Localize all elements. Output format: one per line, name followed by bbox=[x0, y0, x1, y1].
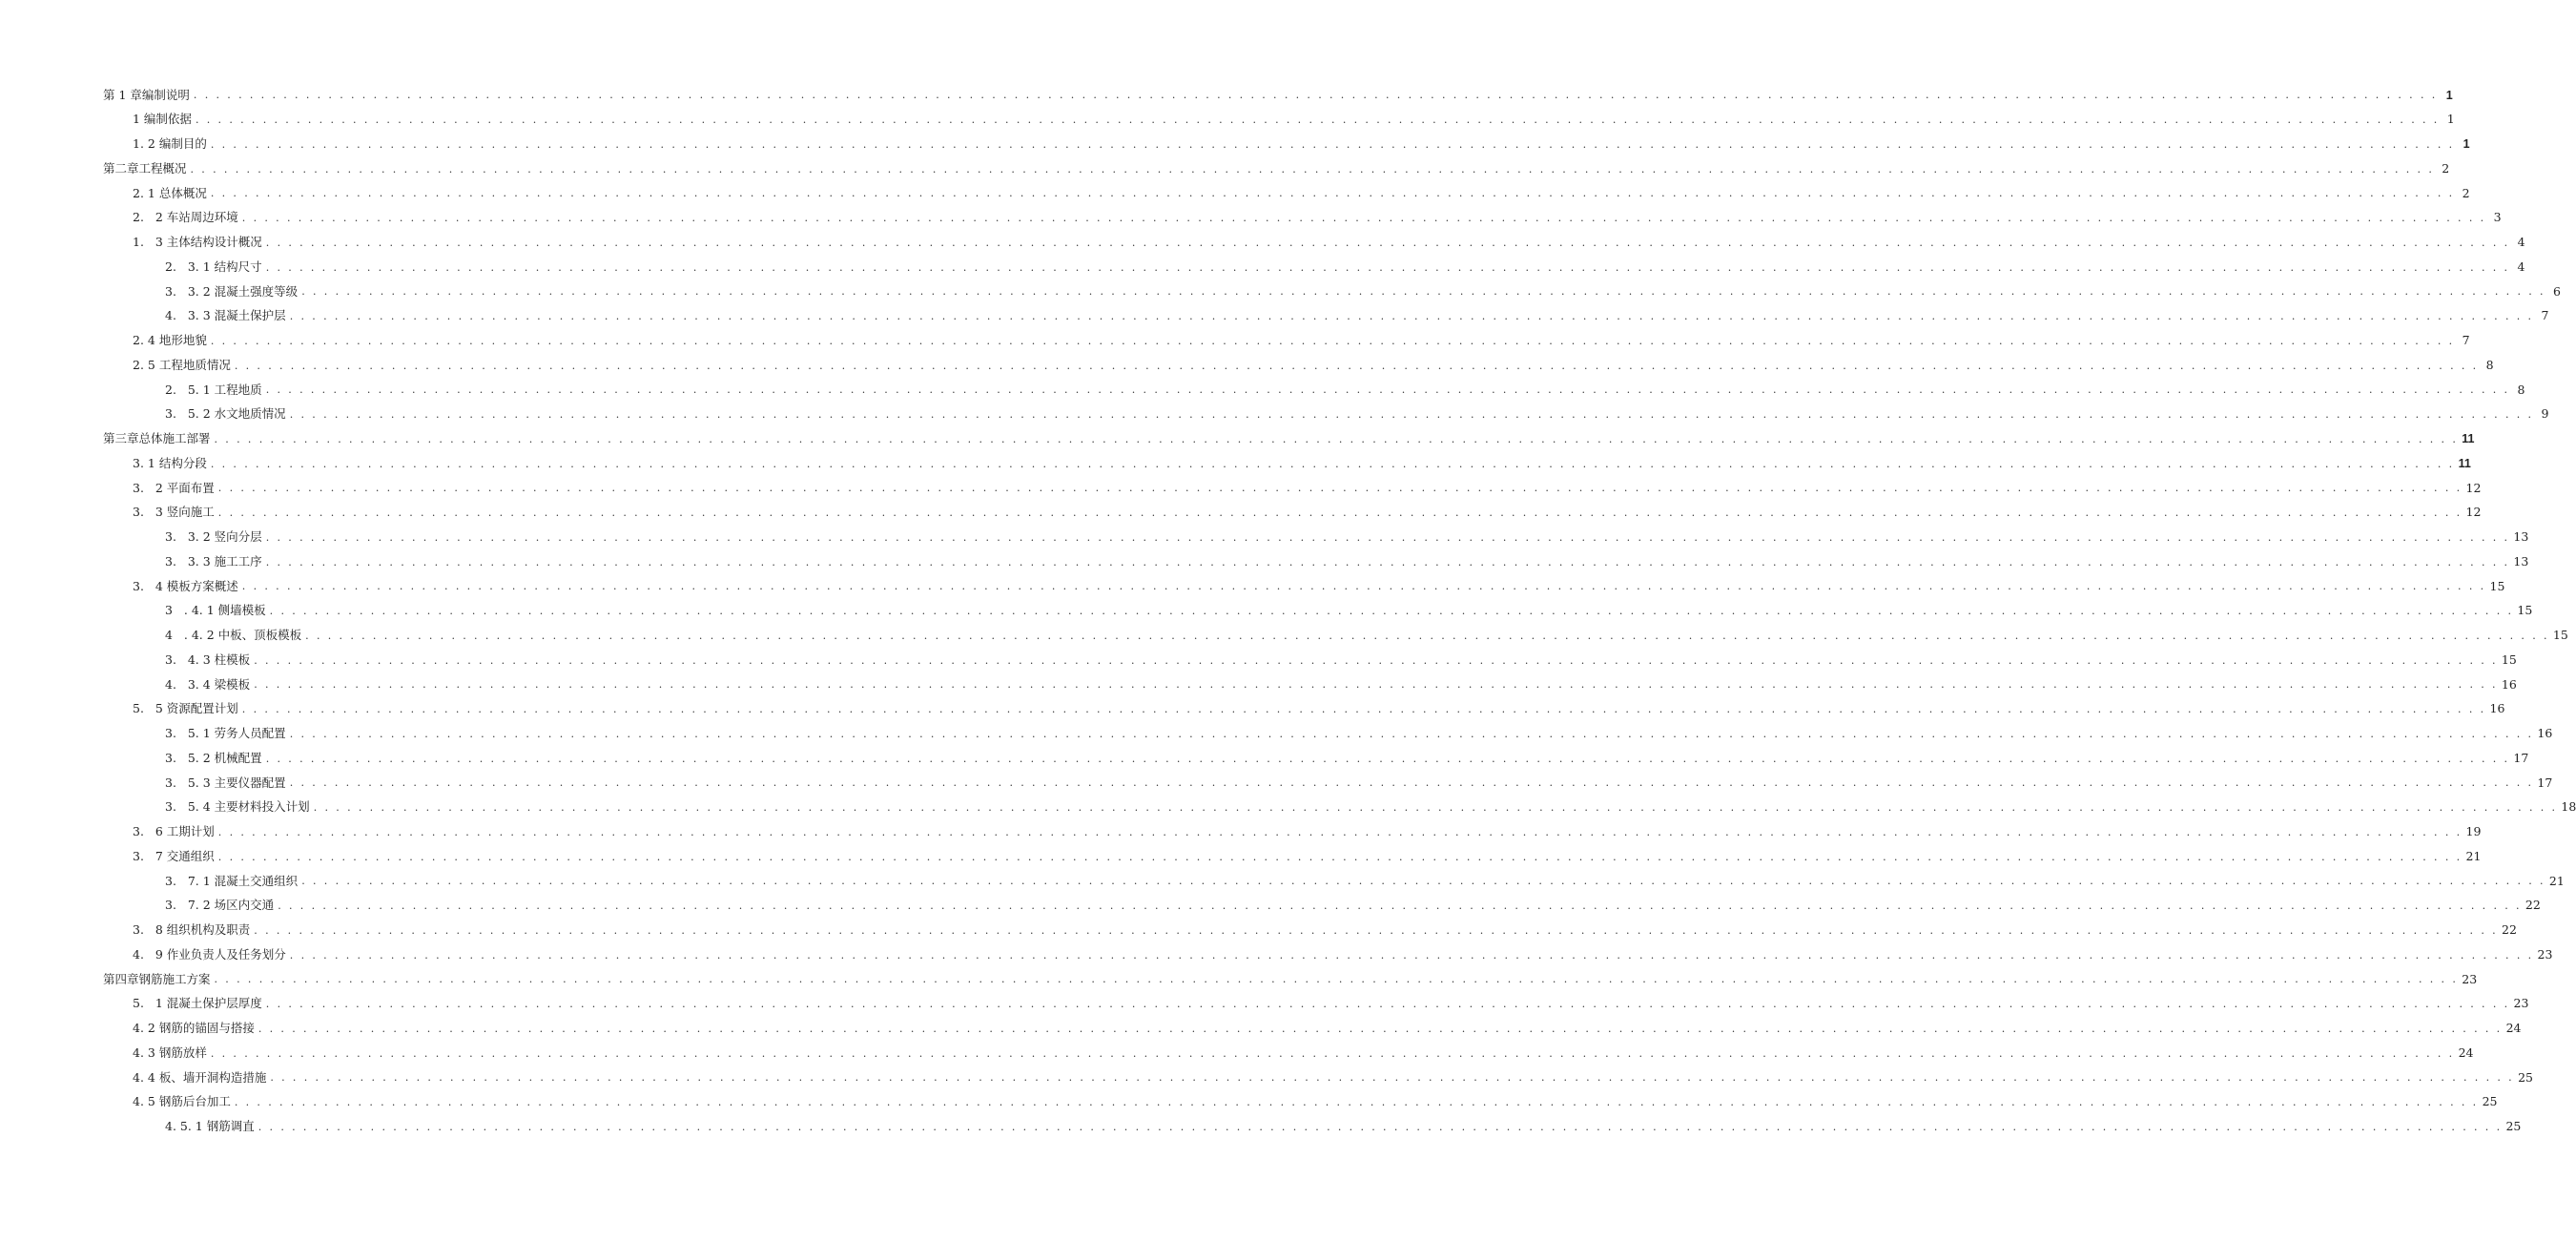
toc-entry-page-number: 7 bbox=[2533, 310, 2548, 322]
dot-leader: . . . . . . . . . . . . . . . . . . . . . . . . . . . . . . . . . . . . . . . . . . . . . . . . . . . . . . . . . . . . . . . . . . . . . . . . . . . . . . . . . . . . . . . . . . . . . . . . . . . . . . . . . . . . . . . . . . . . . . . . . . . . . . . . . . . . . . . . . . . . . . . . . . . . . . . . . . . . . . . . . . . . . . . . . . . . . . . . . . . . . . . . . . . . . . . . . . . . . . . . bbox=[265, 530, 2510, 544]
dot-leader: . . . . . . . . . . . . . . . . . . . . . . . . . . . . . . . . . . . . . . . . . . . . . . . . . . . . . . . . . . . . . . . . . . . . . . . . . . . . . . . . . . . . . . . . . . . . . . . . . . . . . . . . . . . . . . . . . . . . . . . . . . . . . . . . . . . . . . . . . . . . . . . . . . . . . . . . . . . . . . . . . . . . . . . . . . . . . . . . . . . . . . . . . . . . . . . . . . . . . . . . bbox=[305, 629, 2549, 642]
dot-leader: . . . . . . . . . . . . . . . . . . . . . . . . . . . . . . . . . . . . . . . . . . . . . . . . . . . . . . . . . . . . . . . . . . . . . . . . . . . . . . . . . . . . . . . . . . . . . . . . . . . . . . . . . . . . . . . . . . . . . . . . . . . . . . . . . . . . . . . . . . . . . . . . . . . . . . . . . . . . . . . . . . . . . . . . . . . . . . . . . . . . . . . . . . . . . . . . . . . . . . . . bbox=[254, 653, 2498, 667]
toc-entry[interactable] bbox=[0, 1041, 2474, 1065]
dot-leader: . . . . . . . . . . . . . . . . . . . . . . . . . . . . . . . . . . . . . . . . . . . . . . . . . . . . . . . . . . . . . . . . . . . . . . . . . . . . . . . . . . . . . . . . . . . . . . . . . . . . . . . . . . . . . . . . . . . . . . . . . . . . . . . . . . . . . . . . . . . . . . . . . . . . . . . . . . . . . . . . . . . . . . . . . . . . . . . . . . . . . . . . . . . . . . . . . . . . . . . . bbox=[258, 1022, 2503, 1035]
dot-leader: . . . . . . . . . . . . . . . . . . . . . . . . . . . . . . . . . . . . . . . . . . . . . . . . . . . . . . . . . . . . . . . . . . . . . . . . . . . . . . . . . . . . . . . . . . . . . . . . . . . . . . . . . . . . . . . . . . . . . . . . . . . . . . . . . . . . . . . . . . . . . . . . . . . . . . . . . . . . . . . . . . . . . . . . . . . . . . . . . . . . . . . . . . . . . . . . . . . . . . . . bbox=[210, 1046, 2455, 1060]
toc-entry-title: 第四章钢筋施工方案 bbox=[103, 974, 215, 986]
toc-entry-title: 2. 2 车站周边环境 bbox=[133, 212, 242, 224]
toc-entry[interactable] bbox=[0, 599, 2533, 624]
toc-entry-title: 3. 5. 2 水文地质情况 bbox=[165, 408, 290, 421]
toc-entry-page-number: 25 bbox=[2514, 1072, 2529, 1085]
toc-entry[interactable] bbox=[0, 771, 2553, 796]
dot-leader: . . . . . . . . . . . . . . . . . . . . . . . . . . . . . . . . . . . . . . . . . . . . . . . . . . . . . . . . . . . . . . . . . . . . . . . . . . . . . . . . . . . . . . . . . . . . . . . . . . . . . . . . . . . . . . . . . . . . . . . . . . . . . . . . . . . . . . . . . . . . . . . . . . . . . . . . . . . . . . . . . . . . . . . . . . . . . . . . . . . . . . . . . . . . . . . . . . . . . . . . bbox=[195, 114, 2440, 127]
dot-leader: . . . . . . . . . . . . . . . . . . . . . . . . . . . . . . . . . . . . . . . . . . . . . . . . . . . . . . . . . . . . . . . . . . . . . . . . . . . . . . . . . . . . . . . . . . . . . . . . . . . . . . . . . . . . . . . . . . . . . . . . . . . . . . . . . . . . . . . . . . . . . . . . . . . . . . . . . . . . . . . . . . . . . . . . . . . . . . . . . . . . . . . . . . . . . . . . . . . . . . . . bbox=[265, 752, 2510, 765]
toc-entry-title: 第二章工程概况 bbox=[103, 163, 191, 176]
dot-leader: . . . . . . . . . . . . . . . . . . . . . . . . . . . . . . . . . . . . . . . . . . . . . . . . . . . . . . . . . . . . . . . . . . . . . . . . . . . . . . . . . . . . . . . . . . . . . . . . . . . . . . . . . . . . . . . . . . . . . . . . . . . . . . . . . . . . . . . . . . . . . . . . . . . . . . . . . . . . . . . . . . . . . . . . . . . . . . . . . . . . . . . . . . . . . . . . . . . . . . . . bbox=[217, 482, 2463, 495]
dot-leader: . . . . . . . . . . . . . . . . . . . . . . . . . . . . . . . . . . . . . . . . . . . . . . . . . . . . . . . . . . . . . . . . . . . . . . . . . . . . . . . . . . . . . . . . . . . . . . . . . . . . . . . . . . . . . . . . . . . . . . . . . . . . . . . . . . . . . . . . . . . . . . . . . . . . . . . . . . . . . . . . . . . . . . . . . . . . . . . . . . . . . . . . . . . . . . . . . . . . . . . . bbox=[313, 801, 2558, 815]
toc-entry-page-number: 2 bbox=[2455, 188, 2470, 200]
toc-entry-page-number: 1 bbox=[2455, 138, 2470, 151]
dot-leader: . . . . . . . . . . . . . . . . . . . . . . . . . . . . . . . . . . . . . . . . . . . . . . . . . . . . . . . . . . . . . . . . . . . . . . . . . . . . . . . . . . . . . . . . . . . . . . . . . . . . . . . . . . . . . . . . . . . . . . . . . . . . . . . . . . . . . . . . . . . . . . . . . . . . . . . . . . . . . . . . . . . . . . . . . . . . . . . . . . . . . . . . . . . . . . . . . . . . . . . . bbox=[278, 900, 2522, 913]
toc-entry-title: 5. 5 资源配置计划 bbox=[133, 703, 242, 715]
dot-leader: . . . . . . . . . . . . . . . . . . . . . . . . . . . . . . . . . . . . . . . . . . . . . . . . . . . . . . . . . . . . . . . . . . . . . . . . . . . . . . . . . . . . . . . . . . . . . . . . . . . . . . . . . . . . . . . . . . . . . . . . . . . . . . . . . . . . . . . . . . . . . . . . . . . . . . . . . . . . . . . . . . . . . . . . . . . . . . . . . . . . . . . . . . . . . . . . . . . . . . . . bbox=[217, 507, 2463, 520]
dot-leader: . . . . . . . . . . . . . . . . . . . . . . . . . . . . . . . . . . . . . . . . . . . . . . . . . . . . . . . . . . . . . . . . . . . . . . . . . . . . . . . . . . . . . . . . . . . . . . . . . . . . . . . . . . . . . . . . . . . . . . . . . . . . . . . . . . . . . . . . . . . . . . . . . . . . . . . . . . . . . . . . . . . . . . . . . . . . . . . . . . . . . . . . . . . . . . . . . . . . . . . . bbox=[190, 162, 2435, 176]
toc-entry[interactable] bbox=[0, 83, 2453, 108]
toc-entry-title: 5. 1 混凝土保护层厚度 bbox=[133, 998, 266, 1010]
toc-entry-page-number: 8 bbox=[2509, 384, 2524, 397]
dot-leader: . . . . . . . . . . . . . . . . . . . . . . . . . . . . . . . . . . . . . . . . . . . . . . . . . . . . . . . . . . . . . . . . . . . . . . . . . . . . . . . . . . . . . . . . . . . . . . . . . . . . . . . . . . . . . . . . . . . . . . . . . . . . . . . . . . . . . . . . . . . . . . . . . . . . . . . . . . . . . . . . . . . . . . . . . . . . . . . . . . . . . . . . . . . . . . . . . . . . . . . . bbox=[289, 310, 2534, 323]
toc-entry[interactable] bbox=[0, 451, 2471, 476]
dot-leader: . . . . . . . . . . . . . . . . . . . . . . . . . . . . . . . . . . . . . . . . . . . . . . . . . . . . . . . . . . . . . . . . . . . . . . . . . . . . . . . . . . . . . . . . . . . . . . . . . . . . . . . . . . . . . . . . . . . . . . . . . . . . . . . . . . . . . . . . . . . . . . . . . . . . . . . . . . . . . . . . . . . . . . . . . . . . . . . . . . . . . . . . . . . . . . . . . . . . . . . . bbox=[234, 359, 2479, 372]
toc-entry-title: 4. 9 作业负责人及任务划分 bbox=[133, 949, 290, 962]
dot-leader: . . . . . . . . . . . . . . . . . . . . . . . . . . . . . . . . . . . . . . . . . . . . . . . . . . . . . . . . . . . . . . . . . . . . . . . . . . . . . . . . . . . . . . . . . . . . . . . . . . . . . . . . . . . . . . . . . . . . . . . . . . . . . . . . . . . . . . . . . . . . . . . . . . . . . . . . . . . . . . . . . . . . . . . . . . . . . . . . . . . . . . . . . . . . . . . . . . . . . . . . bbox=[289, 948, 2534, 962]
dot-leader: . . . . . . . . . . . . . . . . . . . . . . . . . . . . . . . . . . . . . . . . . . . . . . . . . . . . . . . . . . . . . . . . . . . . . . . . . . . . . . . . . . . . . . . . . . . . . . . . . . . . . . . . . . . . . . . . . . . . . . . . . . . . . . . . . . . . . . . . . . . . . . . . . . . . . . . . . . . . . . . . . . . . . . . . . . . . . . . . . . . . . . . . . . . . . . . . . . . . . . . . bbox=[214, 432, 2459, 445]
toc-entry-title: 3 . 4. 1 侧墙模板 bbox=[165, 605, 270, 617]
toc-entry-page-number: 2 bbox=[2434, 163, 2449, 176]
toc-entry[interactable] bbox=[0, 403, 2549, 427]
toc-entry-page-number: 9 bbox=[2533, 408, 2548, 421]
toc-entry[interactable] bbox=[0, 255, 2525, 279]
toc-entry-page-number: 15 bbox=[2498, 654, 2513, 667]
dot-leader: . . . . . . . . . . . . . . . . . . . . . . . . . . . . . . . . . . . . . . . . . . . . . . . . . . . . . . . . . . . . . . . . . . . . . . . . . . . . . . . . . . . . . . . . . . . . . . . . . . . . . . . . . . . . . . . . . . . . . . . . . . . . . . . . . . . . . . . . . . . . . . . . . . . . . . . . . . . . . . . . . . . . . . . . . . . . . . . . . . . . . . . . . . . . . . . . . . . . . . . . bbox=[265, 236, 2510, 249]
toc-entry[interactable] bbox=[0, 1017, 2522, 1042]
toc-entry-page-number: 17 bbox=[2533, 777, 2548, 790]
toc-entry-title: 2. 3. 1 结构尺寸 bbox=[165, 261, 266, 274]
toc-entry-title: 4. 5 钢筋后台加工 bbox=[133, 1096, 235, 1108]
toc-entry-title: 1. 3 主体结构设计概况 bbox=[133, 237, 266, 249]
toc-entry-title: 2. 5 工程地质情况 bbox=[133, 360, 235, 372]
toc-entry-page-number: 12 bbox=[2463, 483, 2478, 495]
toc-entry-title: 3. 3. 2 混凝土强度等级 bbox=[165, 286, 301, 299]
toc-entry-title: 4. 3. 3 混凝土保护层 bbox=[165, 310, 290, 322]
toc-entry[interactable] bbox=[0, 1065, 2533, 1090]
toc-entry-title: 第三章总体施工部署 bbox=[103, 433, 215, 445]
toc-entry-title: 3. 5. 3 主要仪器配置 bbox=[165, 777, 290, 790]
toc-entry-title: 3. 3 竖向施工 bbox=[133, 507, 218, 519]
toc-entry-page-number: 4 bbox=[2510, 237, 2525, 249]
toc-entry-page-number: 22 bbox=[2498, 924, 2513, 937]
toc-entry-title: 3. 3. 3 施工工序 bbox=[165, 556, 266, 569]
toc-entry[interactable] bbox=[0, 304, 2549, 329]
dot-leader: . . . . . . . . . . . . . . . . . . . . . . . . . . . . . . . . . . . . . . . . . . . . . . . . . . . . . . . . . . . . . . . . . . . . . . . . . . . . . . . . . . . . . . . . . . . . . . . . . . . . . . . . . . . . . . . . . . . . . . . . . . . . . . . . . . . . . . . . . . . . . . . . . . . . . . . . . . . . . . . . . . . . . . . . . . . . . . . . . . . . . . . . . . . . . . . . . . . . . . . . bbox=[214, 973, 2459, 986]
toc-entry-page-number: 3 bbox=[2486, 212, 2502, 224]
dot-leader: . . . . . . . . . . . . . . . . . . . . . . . . . . . . . . . . . . . . . . . . . . . . . . . . . . . . . . . . . . . . . . . . . . . . . . . . . . . . . . . . . . . . . . . . . . . . . . . . . . . . . . . . . . . . . . . . . . . . . . . . . . . . . . . . . . . . . . . . . . . . . . . . . . . . . . . . . . . . . . . . . . . . . . . . . . . . . . . . . . . . . . . . . . . . . . . . . . . . . . . . bbox=[270, 1071, 2515, 1085]
toc-entry[interactable] bbox=[0, 501, 2482, 526]
toc-entry[interactable] bbox=[0, 894, 2541, 919]
toc-entry-page-number: 7 bbox=[2455, 335, 2470, 347]
toc-entry-title: 4. 3. 4 梁模板 bbox=[165, 679, 254, 692]
toc-entry-page-number: 11 bbox=[2455, 458, 2470, 470]
toc-entry[interactable] bbox=[0, 992, 2529, 1017]
dot-leader: . . . . . . . . . . . . . . . . . . . . . . . . . . . . . . . . . . . . . . . . . . . . . . . . . . . . . . . . . . . . . . . . . . . . . . . . . . . . . . . . . . . . . . . . . . . . . . . . . . . . . . . . . . . . . . . . . . . . . . . . . . . . . . . . . . . . . . . . . . . . . . . . . . . . . . . . . . . . . . . . . . . . . . . . . . . . . . . . . . . . . . . . . . . . . . . . . . . . . . . . bbox=[234, 1096, 2479, 1109]
dot-leader: . . . . . . . . . . . . . . . . . . . . . . . . . . . . . . . . . . . . . . . . . . . . . . . . . . . . . . . . . . . . . . . . . . . . . . . . . . . . . . . . . . . . . . . . . . . . . . . . . . . . . . . . . . . . . . . . . . . . . . . . . . . . . . . . . . . . . . . . . . . . . . . . . . . . . . . . . . . . . . . . . . . . . . . . . . . . . . . . . . . . . . . . . . . . . . . . . . . . . . . . bbox=[217, 825, 2463, 838]
toc-entry-page-number: 1 bbox=[2440, 114, 2455, 126]
toc-entry[interactable] bbox=[0, 231, 2525, 256]
toc-entry-page-number: 16 bbox=[2486, 703, 2502, 715]
dot-leader: . . . . . . . . . . . . . . . . . . . . . . . . . . . . . . . . . . . . . . . . . . . . . . . . . . . . . . . . . . . . . . . . . . . . . . . . . . . . . . . . . . . . . . . . . . . . . . . . . . . . . . . . . . . . . . . . . . . . . . . . . . . . . . . . . . . . . . . . . . . . . . . . . . . . . . . . . . . . . . . . . . . . . . . . . . . . . . . . . . . . . . . . . . . . . . . . . . . . . . . . bbox=[210, 457, 2455, 470]
toc-entry-page-number: 12 bbox=[2463, 507, 2478, 519]
dot-leader: . . . . . . . . . . . . . . . . . . . . . . . . . . . . . . . . . . . . . . . . . . . . . . . . . . . . . . . . . . . . . . . . . . . . . . . . . . . . . . . . . . . . . . . . . . . . . . . . . . . . . . . . . . . . . . . . . . . . . . . . . . . . . . . . . . . . . . . . . . . . . . . . . . . . . . . . . . . . . . . . . . . . . . . . . . . . . . . . . . . . . . . . . . . . . . . . . . . . . . . . bbox=[210, 137, 2455, 151]
dot-leader: . . . . . . . . . . . . . . . . . . . . . . . . . . . . . . . . . . . . . . . . . . . . . . . . . . . . . . . . . . . . . . . . . . . . . . . . . . . . . . . . . . . . . . . . . . . . . . . . . . . . . . . . . . . . . . . . . . . . . . . . . . . . . . . . . . . . . . . . . . . . . . . . . . . . . . . . . . . . . . . . . . . . . . . . . . . . . . . . . . . . . . . . . . . . . . . . . . . . . . . . bbox=[254, 923, 2499, 937]
toc-entry[interactable] bbox=[0, 427, 2475, 452]
dot-leader: . . . . . . . . . . . . . . . . . . . . . . . . . . . . . . . . . . . . . . . . . . . . . . . . . . . . . . . . . . . . . . . . . . . . . . . . . . . . . . . . . . . . . . . . . . . . . . . . . . . . . . . . . . . . . . . . . . . . . . . . . . . . . . . . . . . . . . . . . . . . . . . . . . . . . . . . . . . . . . . . . . . . . . . . . . . . . . . . . . . . . . . . . . . . . . . . . . . . . . . . bbox=[265, 383, 2510, 397]
toc-entry[interactable] bbox=[0, 648, 2517, 672]
toc-entry-title: 2. 1 总体概况 bbox=[133, 188, 211, 200]
toc-entry[interactable] bbox=[0, 279, 2561, 304]
toc-entry-title: 2. 4 地形地貌 bbox=[133, 335, 211, 347]
toc-entry-page-number: 13 bbox=[2509, 556, 2524, 569]
toc-entry[interactable] bbox=[0, 549, 2529, 574]
dot-leader: . . . . . . . . . . . . . . . . . . . . . . . . . . . . . . . . . . . . . . . . . . . . . . . . . . . . . . . . . . . . . . . . . . . . . . . . . . . . . . . . . . . . . . . . . . . . . . . . . . . . . . . . . . . . . . . . . . . . . . . . . . . . . . . . . . . . . . . . . . . . . . . . . . . . . . . . . . . . . . . . . . . . . . . . . . . . . . . . . . . . . . . . . . . . . . . . . . . . . . . . bbox=[217, 850, 2463, 863]
dot-leader: . . . . . . . . . . . . . . . . . . . . . . . . . . . . . . . . . . . . . . . . . . . . . . . . . . . . . . . . . . . . . . . . . . . . . . . . . . . . . . . . . . . . . . . . . . . . . . . . . . . . . . . . . . . . . . . . . . . . . . . . . . . . . . . . . . . . . . . . . . . . . . . . . . . . . . . . . . . . . . . . . . . . . . . . . . . . . . . . . . . . . . . . . . . . . . . . . . . . . . . . bbox=[289, 776, 2534, 790]
dot-leader: . . . . . . . . . . . . . . . . . . . . . . . . . . . . . . . . . . . . . . . . . . . . . . . . . . . . . . . . . . . . . . . . . . . . . . . . . . . . . . . . . . . . . . . . . . . . . . . . . . . . . . . . . . . . . . . . . . . . . . . . . . . . . . . . . . . . . . . . . . . . . . . . . . . . . . . . . . . . . . . . . . . . . . . . . . . . . . . . . . . . . . . . . . . . . . . . . . . . . . . . bbox=[254, 678, 2498, 692]
toc-entry[interactable] bbox=[0, 1090, 2498, 1115]
toc-entry-page-number: 25 bbox=[2479, 1096, 2494, 1108]
toc-entry-page-number: 21 bbox=[2463, 851, 2478, 863]
toc-entry[interactable] bbox=[0, 796, 2576, 820]
toc-entry-title: 4 . 4. 2 中板、顶板模板 bbox=[165, 630, 305, 642]
toc-entry-page-number: 1 bbox=[2438, 90, 2453, 102]
toc-entry[interactable] bbox=[0, 820, 2482, 845]
dot-leader: . . . . . . . . . . . . . . . . . . . . . . . . . . . . . . . . . . . . . . . . . . . . . . . . . . . . . . . . . . . . . . . . . . . . . . . . . . . . . . . . . . . . . . . . . . . . . . . . . . . . . . . . . . . . . . . . . . . . . . . . . . . . . . . . . . . . . . . . . . . . . . . . . . . . . . . . . . . . . . . . . . . . . . . . . . . . . . . . . . . . . . . . . . . . . . . . . . . . . . . . bbox=[241, 580, 2486, 593]
toc-entry[interactable] bbox=[0, 206, 2502, 231]
toc-entry-page-number: 25 bbox=[2502, 1121, 2517, 1133]
toc-entry-page-number: 15 bbox=[2549, 630, 2565, 642]
toc-entry-page-number: 19 bbox=[2463, 826, 2478, 838]
dot-leader: . . . . . . . . . . . . . . . . . . . . . . . . . . . . . . . . . . . . . . . . . . . . . . . . . . . . . . . . . . . . . . . . . . . . . . . . . . . . . . . . . . . . . . . . . . . . . . . . . . . . . . . . . . . . . . . . . . . . . . . . . . . . . . . . . . . . . . . . . . . . . . . . . . . . . . . . . . . . . . . . . . . . . . . . . . . . . . . . . . . . . . . . . . . . . . . . . . . . . . . . bbox=[241, 703, 2486, 716]
toc-entry[interactable] bbox=[0, 869, 2565, 894]
toc-entry[interactable] bbox=[0, 624, 2568, 649]
toc-entry-title: 3. 2 平面布置 bbox=[133, 483, 218, 495]
toc-entry-page-number: 4 bbox=[2509, 261, 2524, 274]
toc-entry-title: 3. 7. 1 混凝土交通组织 bbox=[165, 876, 301, 888]
toc-entry-page-number: 24 bbox=[2503, 1023, 2518, 1035]
toc-entry-page-number: 11 bbox=[2458, 433, 2473, 445]
toc-entry-title: 4. 3 钢筋放样 bbox=[133, 1047, 211, 1060]
toc-entry-page-number: 15 bbox=[2513, 605, 2528, 617]
toc-entry-page-number: 24 bbox=[2455, 1047, 2470, 1060]
toc-entry[interactable] bbox=[0, 378, 2525, 403]
toc-entry-title: 3. 8 组织机构及职责 bbox=[133, 924, 254, 937]
table-of-contents bbox=[0, 83, 2576, 1139]
toc-entry-title: 3. 4. 3 柱模板 bbox=[165, 654, 254, 667]
toc-entry-page-number: 16 bbox=[2498, 679, 2513, 692]
toc-entry-page-number: 13 bbox=[2509, 531, 2524, 544]
toc-entry-title: 3. 6 工期计划 bbox=[133, 826, 218, 838]
toc-entry-page-number: 16 bbox=[2533, 728, 2548, 740]
toc-entry-title: 3. 5. 2 机械配置 bbox=[165, 753, 266, 765]
toc-entry-title: 4. 4 板、墙开洞构造措施 bbox=[133, 1072, 270, 1085]
toc-entry-page-number: 22 bbox=[2522, 900, 2537, 912]
toc-entry-title: 3. 7. 2 场区内交通 bbox=[165, 900, 278, 912]
toc-entry[interactable] bbox=[0, 133, 2470, 157]
dot-leader: . . . . . . . . . . . . . . . . . . . . . . . . . . . . . . . . . . . . . . . . . . . . . . . . . . . . . . . . . . . . . . . . . . . . . . . . . . . . . . . . . . . . . . . . . . . . . . . . . . . . . . . . . . . . . . . . . . . . . . . . . . . . . . . . . . . . . . . . . . . . . . . . . . . . . . . . . . . . . . . . . . . . . . . . . . . . . . . . . . . . . . . . . . . . . . . . . . . . . . . . bbox=[193, 89, 2438, 102]
toc-entry[interactable] bbox=[0, 329, 2470, 354]
toc-entry[interactable] bbox=[0, 942, 2553, 967]
toc-entry-title: 3. 1 结构分段 bbox=[133, 458, 211, 470]
toc-entry-title: 2. 5. 1 工程地质 bbox=[165, 384, 266, 397]
toc-entry[interactable] bbox=[0, 967, 2478, 992]
dot-leader: . . . . . . . . . . . . . . . . . . . . . . . . . . . . . . . . . . . . . . . . . . . . . . . . . . . . . . . . . . . . . . . . . . . . . . . . . . . . . . . . . . . . . . . . . . . . . . . . . . . . . . . . . . . . . . . . . . . . . . . . . . . . . . . . . . . . . . . . . . . . . . . . . . . . . . . . . . . . . . . . . . . . . . . . . . . . . . . . . . . . . . . . . . . . . . . . . . . . . . . . bbox=[210, 187, 2455, 200]
toc-entry[interactable] bbox=[0, 919, 2517, 943]
toc-entry[interactable] bbox=[0, 476, 2482, 501]
toc-entry-title: 3. 5. 1 劳务人员配置 bbox=[165, 728, 290, 740]
toc-entry[interactable] bbox=[0, 526, 2529, 550]
toc-entry-title: 4. 2 钢筋的锚固与搭接 bbox=[133, 1023, 258, 1035]
toc-entry[interactable] bbox=[0, 722, 2553, 747]
toc-entry[interactable] bbox=[0, 697, 2505, 722]
toc-entry[interactable] bbox=[0, 844, 2482, 869]
dot-leader: . . . . . . . . . . . . . . . . . . . . . . . . . . . . . . . . . . . . . . . . . . . . . . . . . . . . . . . . . . . . . . . . . . . . . . . . . . . . . . . . . . . . . . . . . . . . . . . . . . . . . . . . . . . . . . . . . . . . . . . . . . . . . . . . . . . . . . . . . . . . . . . . . . . . . . . . . . . . . . . . . . . . . . . . . . . . . . . . . . . . . . . . . . . . . . . . . . . . . . . . bbox=[265, 555, 2510, 569]
dot-leader: . . . . . . . . . . . . . . . . . . . . . . . . . . . . . . . . . . . . . . . . . . . . . . . . . . . . . . . . . . . . . . . . . . . . . . . . . . . . . . . . . . . . . . . . . . . . . . . . . . . . . . . . . . . . . . . . . . . . . . . . . . . . . . . . . . . . . . . . . . . . . . . . . . . . . . . . . . . . . . . . . . . . . . . . . . . . . . . . . . . . . . . . . . . . . . . . . . . . . . . . bbox=[289, 408, 2534, 422]
toc-entry-page-number: 23 bbox=[2458, 974, 2473, 986]
dot-leader: . . . . . . . . . . . . . . . . . . . . . . . . . . . . . . . . . . . . . . . . . . . . . . . . . . . . . . . . . . . . . . . . . . . . . . . . . . . . . . . . . . . . . . . . . . . . . . . . . . . . . . . . . . . . . . . . . . . . . . . . . . . . . . . . . . . . . . . . . . . . . . . . . . . . . . . . . . . . . . . . . . . . . . . . . . . . . . . . . . . . . . . . . . . . . . . . . . . . . . . . bbox=[269, 605, 2514, 618]
toc-entry-page-number: 23 bbox=[2510, 998, 2525, 1010]
toc-entry-page-number: 6 bbox=[2545, 286, 2561, 299]
toc-entry-page-number: 23 bbox=[2534, 949, 2549, 962]
toc-entry-title: 3. 5. 4 主要材料投入计划 bbox=[165, 801, 314, 814]
toc-entry-page-number: 8 bbox=[2479, 360, 2494, 372]
dot-leader: . . . . . . . . . . . . . . . . . . . . . . . . . . . . . . . . . . . . . . . . . . . . . . . . . . . . . . . . . . . . . . . . . . . . . . . . . . . . . . . . . . . . . . . . . . . . . . . . . . . . . . . . . . . . . . . . . . . . . . . . . . . . . . . . . . . . . . . . . . . . . . . . . . . . . . . . . . . . . . . . . . . . . . . . . . . . . . . . . . . . . . . . . . . . . . . . . . . . . . . . bbox=[210, 334, 2455, 347]
toc-entry-title: 第 1 章编制说明 bbox=[103, 90, 194, 102]
toc-entry-title: 1 编制依据 bbox=[133, 114, 196, 126]
toc-entry[interactable] bbox=[0, 746, 2529, 771]
dot-leader: . . . . . . . . . . . . . . . . . . . . . . . . . . . . . . . . . . . . . . . . . . . . . . . . . . . . . . . . . . . . . . . . . . . . . . . . . . . . . . . . . . . . . . . . . . . . . . . . . . . . . . . . . . . . . . . . . . . . . . . . . . . . . . . . . . . . . . . . . . . . . . . . . . . . . . . . . . . . . . . . . . . . . . . . . . . . . . . . . . . . . . . . . . . . . . . . . . . . . . . . bbox=[258, 1120, 2503, 1133]
toc-entry[interactable] bbox=[0, 156, 2450, 181]
dot-leader: . . . . . . . . . . . . . . . . . . . . . . . . . . . . . . . . . . . . . . . . . . . . . . . . . . . . . . . . . . . . . . . . . . . . . . . . . . . . . . . . . . . . . . . . . . . . . . . . . . . . . . . . . . . . . . . . . . . . . . . . . . . . . . . . . . . . . . . . . . . . . . . . . . . . . . . . . . . . . . . . . . . . . . . . . . . . . . . . . . . . . . . . . . . . . . . . . . . . . . . . bbox=[241, 212, 2486, 225]
toc-entry-title: 1. 2 编制目的 bbox=[133, 138, 211, 151]
toc-entry-page-number: 21 bbox=[2545, 876, 2561, 888]
toc-entry[interactable] bbox=[0, 181, 2470, 206]
toc-entry-title: 3. 7 交通组织 bbox=[133, 851, 218, 863]
toc-entry-title: 3. 3. 2 竖向分层 bbox=[165, 531, 266, 544]
toc-entry-page-number: 15 bbox=[2486, 581, 2502, 593]
toc-entry[interactable] bbox=[0, 108, 2455, 133]
dot-leader: . . . . . . . . . . . . . . . . . . . . . . . . . . . . . . . . . . . . . . . . . . . . . . . . . . . . . . . . . . . . . . . . . . . . . . . . . . . . . . . . . . . . . . . . . . . . . . . . . . . . . . . . . . . . . . . . . . . . . . . . . . . . . . . . . . . . . . . . . . . . . . . . . . . . . . . . . . . . . . . . . . . . . . . . . . . . . . . . . . . . . . . . . . . . . . . . . . . . . . . . bbox=[301, 285, 2545, 299]
toc-entry-title: 4. 5. 1 钢筋调直 bbox=[165, 1121, 258, 1133]
toc-entry-page-number: 17 bbox=[2509, 753, 2524, 765]
dot-leader: . . . . . . . . . . . . . . . . . . . . . . . . . . . . . . . . . . . . . . . . . . . . . . . . . . . . . . . . . . . . . . . . . . . . . . . . . . . . . . . . . . . . . . . . . . . . . . . . . . . . . . . . . . . . . . . . . . . . . . . . . . . . . . . . . . . . . . . . . . . . . . . . . . . . . . . . . . . . . . . . . . . . . . . . . . . . . . . . . . . . . . . . . . . . . . . . . . . . . . . . bbox=[265, 260, 2510, 274]
toc-entry[interactable] bbox=[0, 353, 2494, 378]
dot-leader: . . . . . . . . . . . . . . . . . . . . . . . . . . . . . . . . . . . . . . . . . . . . . . . . . . . . . . . . . . . . . . . . . . . . . . . . . . . . . . . . . . . . . . . . . . . . . . . . . . . . . . . . . . . . . . . . . . . . . . . . . . . . . . . . . . . . . . . . . . . . . . . . . . . . . . . . . . . . . . . . . . . . . . . . . . . . . . . . . . . . . . . . . . . . . . . . . . . . . . . . bbox=[265, 998, 2510, 1011]
toc-entry-title: 3. 4 模板方案概述 bbox=[133, 581, 242, 593]
toc-entry[interactable] bbox=[0, 672, 2517, 697]
dot-leader: . . . . . . . . . . . . . . . . . . . . . . . . . . . . . . . . . . . . . . . . . . . . . . . . . . . . . . . . . . . . . . . . . . . . . . . . . . . . . . . . . . . . . . . . . . . . . . . . . . . . . . . . . . . . . . . . . . . . . . . . . . . . . . . . . . . . . . . . . . . . . . . . . . . . . . . . . . . . . . . . . . . . . . . . . . . . . . . . . . . . . . . . . . . . . . . . . . . . . . . . bbox=[289, 727, 2534, 740]
toc-entry[interactable] bbox=[0, 1115, 2522, 1140]
toc-entry[interactable] bbox=[0, 574, 2505, 599]
toc-entry-page-number: 18 bbox=[2557, 801, 2572, 814]
dot-leader: . . . . . . . . . . . . . . . . . . . . . . . . . . . . . . . . . . . . . . . . . . . . . . . . . . . . . . . . . . . . . . . . . . . . . . . . . . . . . . . . . . . . . . . . . . . . . . . . . . . . . . . . . . . . . . . . . . . . . . . . . . . . . . . . . . . . . . . . . . . . . . . . . . . . . . . . . . . . . . . . . . . . . . . . . . . . . . . . . . . . . . . . . . . . . . . . . . . . . . . . bbox=[301, 875, 2545, 888]
